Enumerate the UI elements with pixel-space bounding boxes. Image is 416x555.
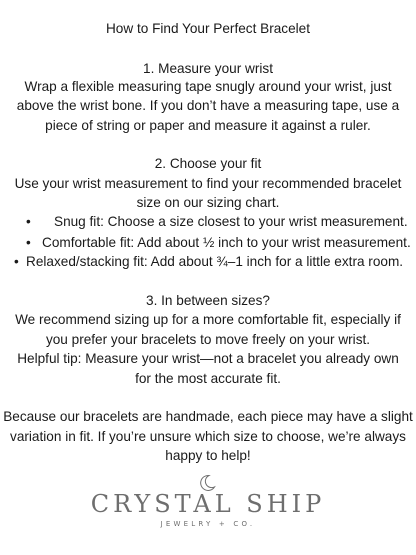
brand-logo [0,474,416,554]
section-2-line-1: Use your wrist measurement to find your recommended bracelet [14,176,402,191]
bullet-icon: • [26,214,31,229]
bullet-icon: • [14,254,19,269]
closing-line-3: happy to help! [165,448,251,463]
section-3-heading: 3. In between sizes? [146,293,270,308]
bullet-text: Snug fit: Choose a size closest to your wrist measurement. [54,214,408,229]
section-1-line-2: above the wrist bone. If you don’t have a measuring tape, use a [16,98,400,113]
bullet-item [0,213,416,231]
bullet-item [0,253,416,271]
bullet-icon: • [26,235,31,250]
section-3-line-3: Helpful tip: Measure your wrist—not a bracelet you already own [17,351,399,366]
section-1-line-1: Wrap a flexible measuring tape snugly around your wrist, just [24,79,392,94]
section-1-heading: 1. Measure your wrist [143,61,273,76]
section-2-line-2: size on our sizing chart. [136,195,280,210]
section-3-line-2: you prefer your bracelets to move freely on your wrist. [45,332,371,347]
brand-subtitle: JEWELRY + CO. [160,520,256,528]
closing-line-1: Because our bracelets are handmade, each piece may have a slight [3,409,413,424]
bullet-item [0,234,416,252]
section-3-line-1: We recommend sizing up for a more comfortable fit, especially if [15,312,401,327]
bullet-text: Relaxed/stacking fit: Add about ¾–1 inch for a little extra room. [26,254,404,269]
brand-name: CRYSTAL SHIP [90,490,326,518]
section-2-heading: 2. Choose your fit [154,156,262,171]
title: How to Find Your Perfect Bracelet [105,21,310,36]
section-3-line-4: for the most accurate fit. [135,371,281,386]
closing-line-2: variation in fit. If you’re unsure which size to choose, we’re always [10,429,406,444]
section-1-line-3: piece of string or paper and measure it against a ruler. [45,118,371,133]
bullet-text: Comfortable fit: Add about ½ inch to your wrist measurement. [42,235,411,250]
